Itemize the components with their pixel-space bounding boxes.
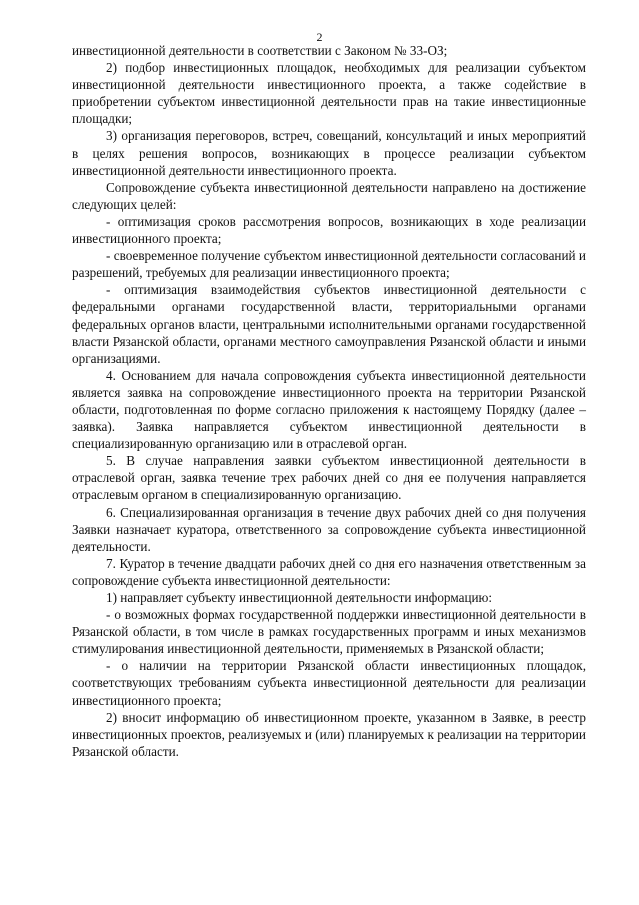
paragraph: 5. В случае направления заявки субъектом инвестиционной деятельности в отраслевой орган, заявка течение трех рабочих дней со дня ее получения направляется отраслевым органом в специализированную организацию. [72,453,586,503]
paragraph: Сопровождение субъекта инвестиционной деятельности направлено на достижение следующих целей: [72,179,586,212]
paragraph: 6. Специализированная организация в течение двух рабочих дней со дня получения Заявки назначает куратора, ответственного за сопровождение субъекта инвестиционной деятельности. [72,504,586,554]
paragraph: 2) вносит информацию об инвестиционном проекте, указанном в Заявке, в реестр инвестиционных проектов, реализуемых и (или) планируемых к реализации на территории Рязанской области. [72,709,586,759]
page-number: 2 [316,30,323,44]
paragraph: 7. Куратор в течение двадцати рабочих дней со дня его назначения ответственным за сопровождение субъекта инвестиционной деятельности: [72,555,586,588]
list-item: - оптимизация сроков рассмотрения вопросов, возникающих в ходе реализации инвестиционного проекта; [72,213,586,247]
document-body [72,42,586,760]
paragraph: 1) направляет субъекту инвестиционной деятельности информацию: [106,590,493,605]
list-item: - о наличии на территории Рязанской области инвестиционных площадок, соответствующих требованиям субъекта инвестиционной деятельности для реализации инвестиционного проекта; [72,658,586,708]
paragraph: инвестиционной деятельности в соответствии с Законом № 33-ОЗ; [72,43,448,58]
paragraph: 3) организация переговоров, встреч, совещаний, консультаций и иных мероприятий в целях решения вопросов, возникающих в процессе реализации субъектом инвестиционной деятельности инвестиционного проекта. [72,128,586,178]
paragraph: 2) подбор инвестиционных площадок, необходимых для реализации субъектом инвестиционной деятельности инвестиционного проекта, а также содействие в приобретении субъектом инвестиционной деятельности прав на такие инвестиционные площадки; [72,60,586,127]
list-item: - оптимизация взаимодействия субъектов инвестиционной деятельности с федеральными органами государственной власти, территориальными органами федеральных органов власти, центральными исполнительными органами государственной власти Рязанской области, органами местного самоуправления Рязанской области и иными организациями. [72,282,586,366]
paragraph: 4. Основанием для начала сопровождения субъекта инвестиционной деятельности является заявка на сопровождение инвестиционного проекта на территории Рязанской области, подготовленная по форме согласно приложения к настоящему Порядку (далее – заявка). Заявка направляется субъектом инвестиционной деятельности в специализированную организацию или в отраслевой орган. [72,367,586,452]
list-item: - своевременное получение субъектом инвестиционной деятельности согласований и разрешений, требуемых для реализации инвестиционного проекта; [72,248,586,281]
list-item: - о возможных формах государственной поддержки инвестиционной деятельности в Рязанской области, в том числе в рамках государственных программ и иных механизмов стимулирования инвестиционной деятельности, применяемых в Рязанской области; [72,607,586,657]
